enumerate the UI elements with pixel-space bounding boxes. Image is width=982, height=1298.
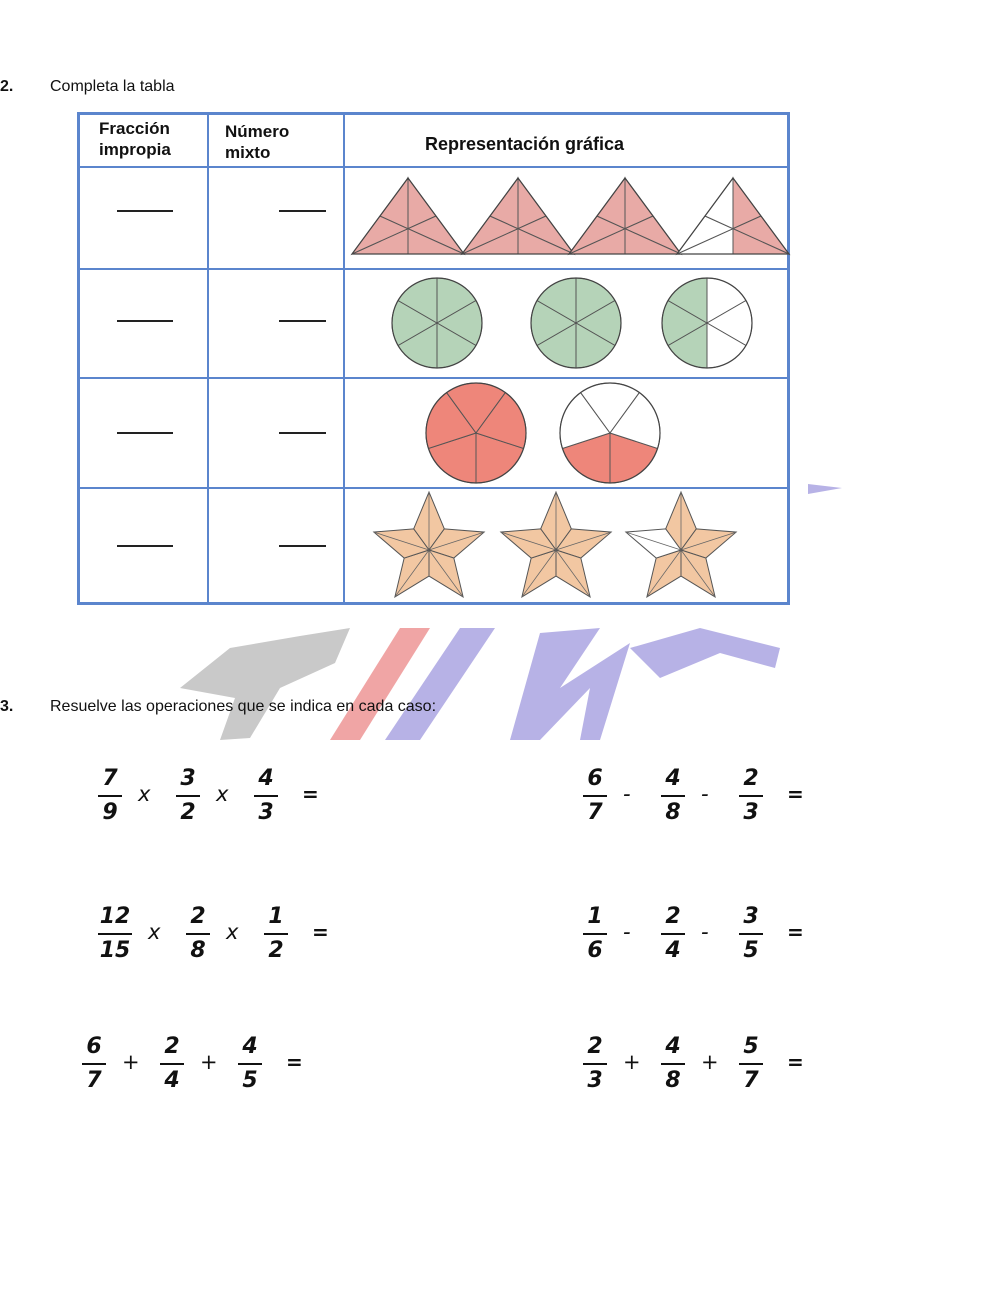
- triangle-shape: [462, 178, 574, 254]
- equals-sign: =: [302, 782, 319, 806]
- fraction: [82, 1034, 106, 1093]
- triangle-shape: [352, 178, 464, 254]
- numerator: 2: [665, 904, 681, 929]
- equals-sign: =: [286, 1050, 303, 1074]
- section-number: 2.: [0, 78, 14, 95]
- numerator: 5: [743, 1034, 759, 1059]
- operator: -: [623, 782, 631, 806]
- fraction: [160, 1034, 184, 1093]
- fraction-bar: [98, 795, 122, 797]
- denominator: 2: [268, 938, 284, 963]
- denominator: 3: [258, 800, 274, 825]
- denominator: 4: [164, 1068, 180, 1093]
- circle-shape: [560, 383, 660, 483]
- numerator: 2: [587, 1034, 603, 1059]
- numerator: 4: [242, 1034, 258, 1059]
- denominator: 2: [180, 800, 196, 825]
- star-shape: [501, 492, 611, 597]
- operator: -: [623, 920, 631, 944]
- denominator: 4: [665, 938, 681, 963]
- fraction: [264, 904, 288, 963]
- operator: x: [148, 920, 161, 944]
- fraction-bar: [254, 795, 278, 797]
- denominator: 5: [242, 1068, 258, 1093]
- fraction-bar: [583, 933, 607, 935]
- fraction-bar: [739, 795, 763, 797]
- fraction: [238, 1034, 262, 1093]
- operator: +: [200, 1050, 218, 1074]
- denominator: 9: [102, 800, 118, 825]
- equals-sign: =: [787, 1050, 804, 1074]
- fraction-bar: [264, 933, 288, 935]
- equals-sign: =: [787, 920, 804, 944]
- header-text: Número: [225, 122, 290, 141]
- star-shape: [626, 492, 736, 597]
- numerator: 4: [665, 766, 681, 791]
- graphic-representations: [0, 0, 982, 640]
- fraction: [98, 766, 122, 825]
- fraction-bar: [661, 933, 685, 935]
- fraction: [583, 1034, 607, 1093]
- section-3-heading: [0, 698, 436, 716]
- fraction-bar: [176, 795, 200, 797]
- numerator: 4: [258, 766, 274, 791]
- equals-sign: =: [787, 782, 804, 806]
- denominator: 7: [743, 1068, 759, 1093]
- decorative-arrow: [808, 480, 848, 496]
- numerator: 2: [190, 904, 206, 929]
- section-number: 3.: [0, 698, 14, 715]
- fraction: [176, 766, 200, 825]
- operator: -: [701, 782, 709, 806]
- fraction-bar: [583, 795, 607, 797]
- fraction: [661, 766, 685, 825]
- fraction-bar: [739, 1063, 763, 1065]
- denominator: 7: [587, 800, 603, 825]
- section-title: Completa la tabla: [50, 78, 175, 95]
- operator: +: [122, 1050, 140, 1074]
- equals-sign: =: [312, 920, 329, 944]
- operator: x: [216, 782, 229, 806]
- operator: +: [701, 1050, 719, 1074]
- fraction: [739, 766, 763, 825]
- numerator: 4: [665, 1034, 681, 1059]
- circle-shape: [662, 278, 752, 368]
- triangle-shape: [569, 178, 681, 254]
- numerator: 6: [587, 766, 603, 791]
- denominator: 3: [743, 800, 759, 825]
- fraction-bar: [82, 1063, 106, 1065]
- numerator: 6: [86, 1034, 102, 1059]
- denominator: 3: [587, 1068, 603, 1093]
- denominator: 7: [86, 1068, 102, 1093]
- fraction: [186, 904, 210, 963]
- operator: -: [701, 920, 709, 944]
- denominator: 15: [99, 938, 131, 963]
- numerator: 3: [180, 766, 196, 791]
- fraction: [583, 766, 607, 825]
- fraction-bar: [583, 1063, 607, 1065]
- numerator: 1: [268, 904, 284, 929]
- fraction: [254, 766, 278, 825]
- fraction: [583, 904, 607, 963]
- circle-shape: [392, 278, 482, 368]
- fraction: [98, 904, 132, 963]
- operator: x: [138, 782, 151, 806]
- denominator: 8: [665, 1068, 681, 1093]
- fraction: [661, 1034, 685, 1093]
- numerator: 7: [102, 766, 118, 791]
- denominator: 6: [587, 938, 603, 963]
- header-graphic: Representación gráfica: [425, 134, 625, 154]
- fraction-bar: [186, 933, 210, 935]
- section-title: Resuelve las operaciones que se indica en cada caso:: [50, 698, 437, 715]
- watermark-logo: [160, 628, 800, 740]
- fraction-bar: [661, 795, 685, 797]
- numerator: 2: [743, 766, 759, 791]
- denominator: 5: [743, 938, 759, 963]
- fraction-bar: [98, 933, 132, 935]
- fraction: [661, 904, 685, 963]
- numerator: 1: [587, 904, 603, 929]
- circle-shape: [426, 383, 526, 483]
- fraction-bar: [739, 933, 763, 935]
- numerator: 2: [164, 1034, 180, 1059]
- operator: x: [226, 920, 239, 944]
- fraction: [739, 1034, 763, 1093]
- star-shape: [374, 492, 484, 597]
- fraction-bar: [160, 1063, 184, 1065]
- circle-shape: [531, 278, 621, 368]
- header-text: mixto: [225, 143, 271, 162]
- fraction: [739, 904, 763, 963]
- header-text: impropia: [99, 140, 171, 159]
- header-text: Fracción: [99, 119, 170, 138]
- numerator: 12: [99, 904, 131, 929]
- triangle-shape: [677, 178, 789, 254]
- numerator: 3: [743, 904, 759, 929]
- denominator: 8: [665, 800, 681, 825]
- operator: +: [623, 1050, 641, 1074]
- fraction-bar: [238, 1063, 262, 1065]
- fraction-bar: [661, 1063, 685, 1065]
- denominator: 8: [190, 938, 206, 963]
